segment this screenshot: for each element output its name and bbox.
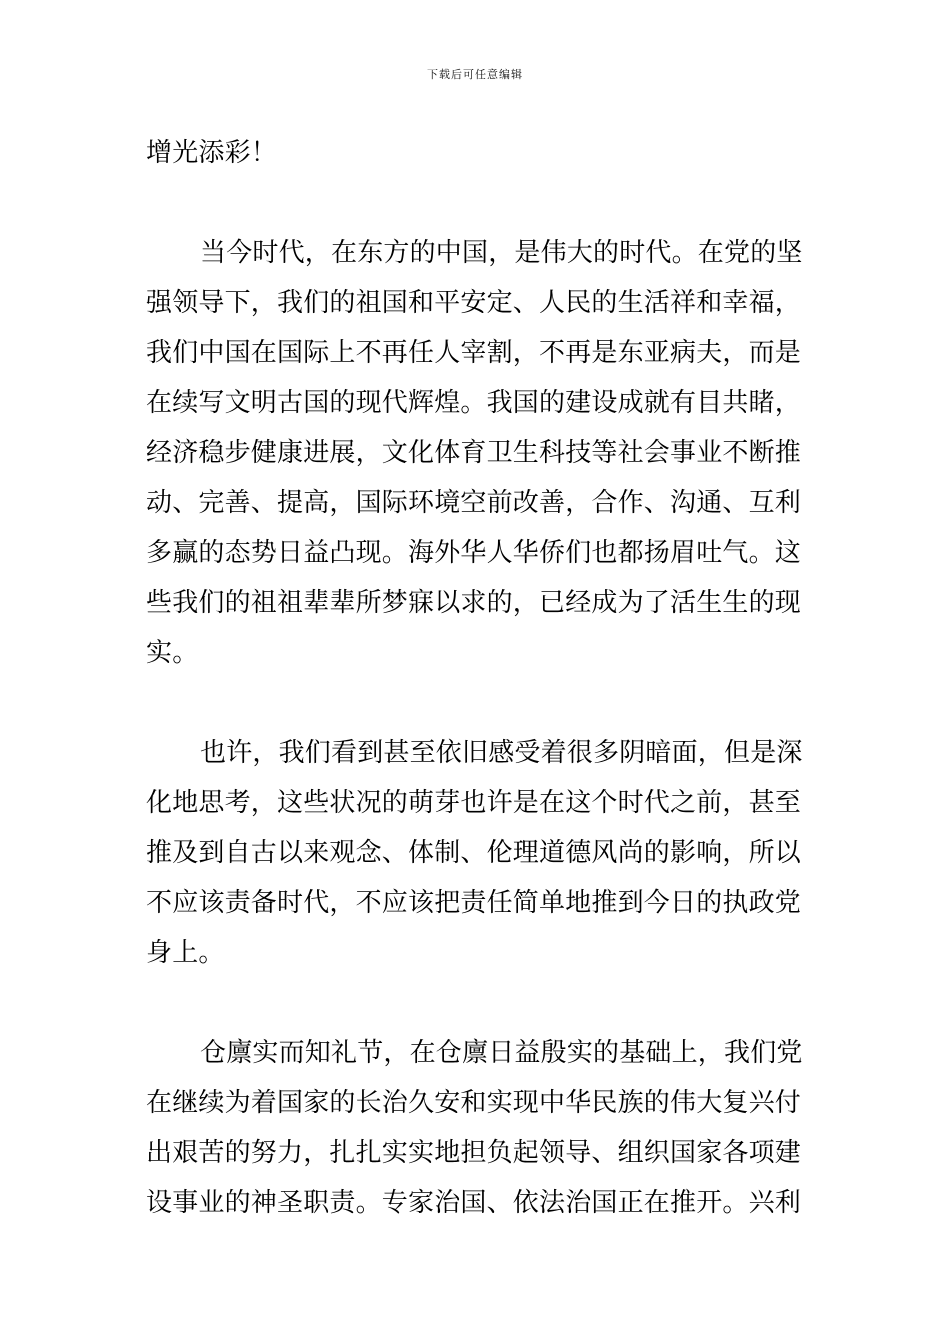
text-line: 实。 xyxy=(146,638,199,668)
document-body xyxy=(146,128,808,1228)
text-line: 多赢的态势日益凸现。海外华人华侨们也都扬眉吐气。这 xyxy=(146,538,802,568)
text-line: 身上。 xyxy=(146,938,225,968)
paragraph-gap xyxy=(146,678,808,728)
text-line: 些我们的祖祖辈辈所梦寐以求的，已经成为了活生生的现 xyxy=(146,588,802,618)
text-line: 推及到自古以来观念、体制、伦理道德风尚的影响，所以 xyxy=(146,838,802,868)
text-line: 仓廪实而知礼节，在仓廪日益殷实的基础上，我们党 xyxy=(200,1038,803,1068)
paragraph-era xyxy=(146,228,808,678)
text-line: 设事业的神圣职责。专家治国、依法治国正在推开。兴利 xyxy=(146,1188,802,1218)
paragraph-continuation xyxy=(146,128,808,178)
text-line: 在继续为着国家的长治久安和实现中华民族的伟大复兴付 xyxy=(146,1088,802,1118)
page-header-note: 下载后可任意编辑 xyxy=(427,68,523,81)
text-line: 当今时代，在东方的中国，是伟大的时代。在党的坚 xyxy=(200,238,803,268)
text-line: 动、完善、提高，国际环境空前改善，合作、沟通、互利 xyxy=(146,488,802,518)
text-line: 经济稳步健康进展，文化体育卫生科技等社会事业不断推 xyxy=(146,438,802,468)
text-line: 在续写文明古国的现代辉煌。我国的建设成就有目共睹， xyxy=(146,388,802,418)
paragraph-gap xyxy=(146,178,808,228)
text-line: 不应该责备时代，不应该把责任简单地推到今日的执政党 xyxy=(146,888,802,918)
text-line: 化地思考，这些状况的萌芽也许是在这个时代之前，甚至 xyxy=(146,788,802,818)
text-line: 强领导下，我们的祖国和平安定、人民的生活祥和幸福， xyxy=(146,288,802,318)
paragraph-gap xyxy=(146,978,808,1028)
text-line: 出艰苦的努力，扎扎实实地担负起领导、组织国家各项建 xyxy=(146,1138,802,1168)
text-line: 我们中国在国际上不再任人宰割，不再是东亚病夫，而是 xyxy=(146,338,802,368)
paragraph-reflection xyxy=(146,728,808,978)
text-line: 也许，我们看到甚至依旧感受着很多阴暗面，但是深 xyxy=(200,738,803,768)
paragraph-granary xyxy=(146,1028,808,1228)
text-line: 增光添彩！ xyxy=(146,138,278,168)
